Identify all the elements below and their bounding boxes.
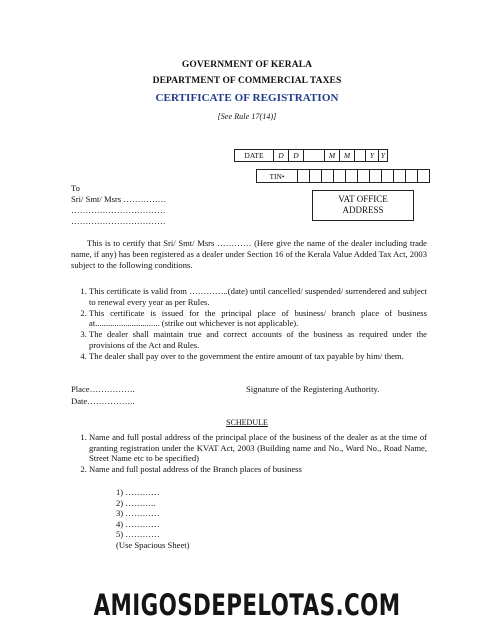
tin-cell: [322, 170, 334, 182]
date-cell: M: [340, 150, 355, 161]
date-cell: D: [274, 150, 289, 161]
department-heading: DEPARTMENT OF COMMERCIAL TAXES: [152, 76, 342, 86]
vat-office-line: VAT OFFICE: [338, 194, 388, 204]
body-paragraph: This is to certify that Sri/ Smt/ Msrs ………… (Here give the name of the dealer including trade name, if any) has been registered as a dealer under Section 16 of the Kerala Value Added Tax Act, 2003 subject to the following conditions.: [71, 238, 427, 270]
spacious-sheet-note: (Use Spacious Sheet): [116, 539, 190, 550]
condition-item: 4. The dealer shall pay over to the government the entire amount of tax payable by him/ them.: [89, 351, 427, 362]
branch-list: [116, 487, 190, 551]
tin-cell: [298, 170, 310, 182]
tin-cell: [418, 170, 429, 182]
date-label: DATE: [235, 150, 274, 161]
date-label-bottom: Date……………..: [71, 396, 135, 406]
branch-item: 5) …………: [116, 529, 160, 540]
tin-cell: [382, 170, 394, 182]
schedule-item: 2. Name and full postal address of the Branch places of business: [89, 464, 427, 475]
vat-office-box: [312, 190, 414, 221]
condition-item: 3. The dealer shall maintain true and correct accounts of the business as required under the provisions of the Act and Rules.: [89, 329, 427, 350]
signature-label: Signature of the Registering Authority.: [246, 384, 380, 394]
branch-item: 3) …………: [116, 508, 160, 519]
address-line: ……………………………: [71, 205, 166, 215]
date-cell: [304, 150, 325, 161]
tin-cell: [310, 170, 322, 182]
address-line: ……………………………: [71, 216, 166, 226]
tin-cell: [358, 170, 370, 182]
address-to: To: [71, 183, 80, 193]
branch-item: 2) ………..: [116, 497, 156, 508]
tin-cell: [346, 170, 358, 182]
date-cell: M: [325, 150, 340, 161]
schedule-list: [71, 432, 427, 475]
tin-cell: [370, 170, 382, 182]
date-cell: [355, 150, 366, 161]
tin-label: TIN•: [257, 170, 298, 182]
tin-cell: [406, 170, 418, 182]
vat-office-line: ADDRESS: [342, 205, 384, 215]
tin-box: [256, 169, 430, 183]
date-cell: D: [289, 150, 304, 161]
rule-reference: [See Rule 17(14)]: [217, 112, 277, 121]
schedule-title: SCHEDULE: [226, 418, 268, 427]
branch-item: 4) …………: [116, 518, 160, 529]
tin-cell: [334, 170, 346, 182]
tin-cell: [394, 170, 406, 182]
government-heading: GOVERNMENT OF KERALA: [181, 60, 313, 70]
conditions-list: [71, 286, 427, 362]
date-cell: Y: [380, 151, 386, 160]
date-box: [234, 149, 388, 162]
certificate-title: CERTIFICATE OF REGISTRATION: [155, 92, 339, 104]
site-watermark: AMIGOSDEPELOTAS.COM: [93, 588, 401, 622]
date-cell: Y: [366, 150, 379, 161]
condition-item: 1. This certificate is valid from …………..(date) until cancelled/ suspended/ surrendered and subject to renewal every year as per Rules.: [89, 286, 427, 307]
branch-item: 1) …………: [116, 487, 160, 497]
address-line: Sri/ Smt/ Msrs ……………: [71, 194, 167, 204]
condition-item: 2. This certificate is issued for the principal place of business/ branch place of business at.............................. (strike out whichever is not applicable).: [89, 308, 427, 329]
schedule-item: 1. Name and full postal address of the principal place of the business of the dealer as at the time of granting registration under the KVAT Act, 2003 (Building name and No., Ward No., Road Name, Street Name etc to be specified): [89, 432, 427, 464]
place-label: Place…………….: [71, 384, 135, 394]
